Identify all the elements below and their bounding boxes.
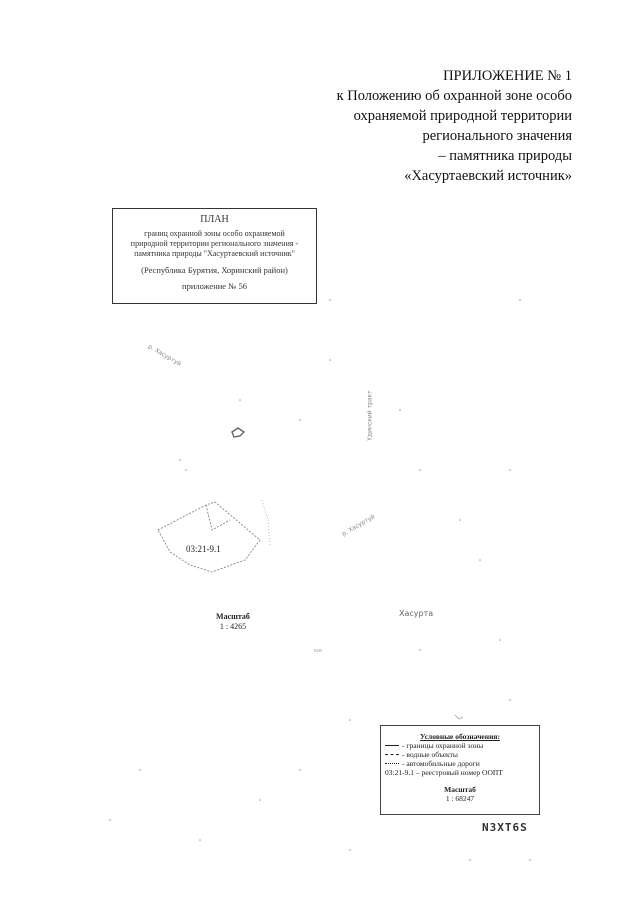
legend-row-road bbox=[385, 759, 535, 768]
water-swatch bbox=[385, 754, 399, 755]
map-scale-value: 1 : 4265 bbox=[219, 622, 247, 631]
legend-scale-title: Масштаб bbox=[444, 785, 476, 794]
document-stamp: N3XT6S bbox=[482, 821, 528, 834]
plan-appendix: приложение № 56 bbox=[182, 281, 247, 291]
road-swatch bbox=[385, 763, 399, 764]
legend-scale bbox=[385, 785, 535, 803]
legend-item-2: - водные объекты bbox=[402, 750, 458, 759]
header-line-5: – памятника природы bbox=[438, 148, 572, 164]
legend-title: Условные обозначения: bbox=[420, 732, 500, 741]
legend-scale-value: 1 : 68247 bbox=[445, 794, 475, 803]
header-line-3: охраняемой природной территории bbox=[353, 108, 572, 124]
cadastral-number: 03:21-9.1 bbox=[186, 544, 221, 554]
plan-line-3: памятника природы "Хасуртаевский источник" bbox=[134, 249, 295, 258]
legend-row-boundary bbox=[385, 741, 535, 750]
plan-title-box bbox=[112, 208, 317, 304]
road-label-1: р. Хасуртуй bbox=[146, 343, 183, 368]
plan-title: ПЛАН bbox=[200, 214, 229, 225]
legend-item-4: 03:21-9.1 – реестровый номер ООПТ bbox=[385, 768, 503, 777]
legend-item-3: - автомобильные дороги bbox=[402, 759, 480, 768]
village-label: Хасурта bbox=[399, 609, 434, 618]
legend-box bbox=[380, 725, 540, 815]
road-label-2: Удинский тракт bbox=[366, 390, 374, 441]
river-loop bbox=[232, 428, 244, 437]
map-mark bbox=[455, 715, 463, 719]
plan-region: (Республика Бурятия, Хоринский район) bbox=[141, 265, 288, 275]
plan-line-2: природной территории регионального значения - bbox=[130, 239, 299, 248]
header-line-2: к Положению об охранной зоне особо bbox=[336, 88, 572, 104]
appendix-header bbox=[252, 66, 572, 186]
header-line-6: «Хасуртаевский источник» bbox=[404, 168, 572, 184]
map-scale-title: Масштаб bbox=[216, 612, 250, 621]
legend-row-water bbox=[385, 750, 535, 759]
road-segment bbox=[262, 500, 270, 545]
header-line-1: ПРИЛОЖЕНИЕ № 1 bbox=[443, 68, 572, 84]
plan-line-1: границ охранной зоны особо охраняемой bbox=[144, 229, 285, 238]
boundary-swatch bbox=[385, 745, 399, 746]
tiny-map-label: 9235 bbox=[314, 648, 322, 653]
zone-inner-line bbox=[206, 505, 230, 530]
road-label-3: р. Хасуртуй bbox=[340, 513, 377, 538]
header-line-4: регионального значения bbox=[422, 128, 572, 144]
legend-item-1: - границы охранной зоны bbox=[402, 741, 484, 750]
zone-boundary bbox=[158, 502, 260, 572]
map-scale bbox=[198, 612, 268, 632]
